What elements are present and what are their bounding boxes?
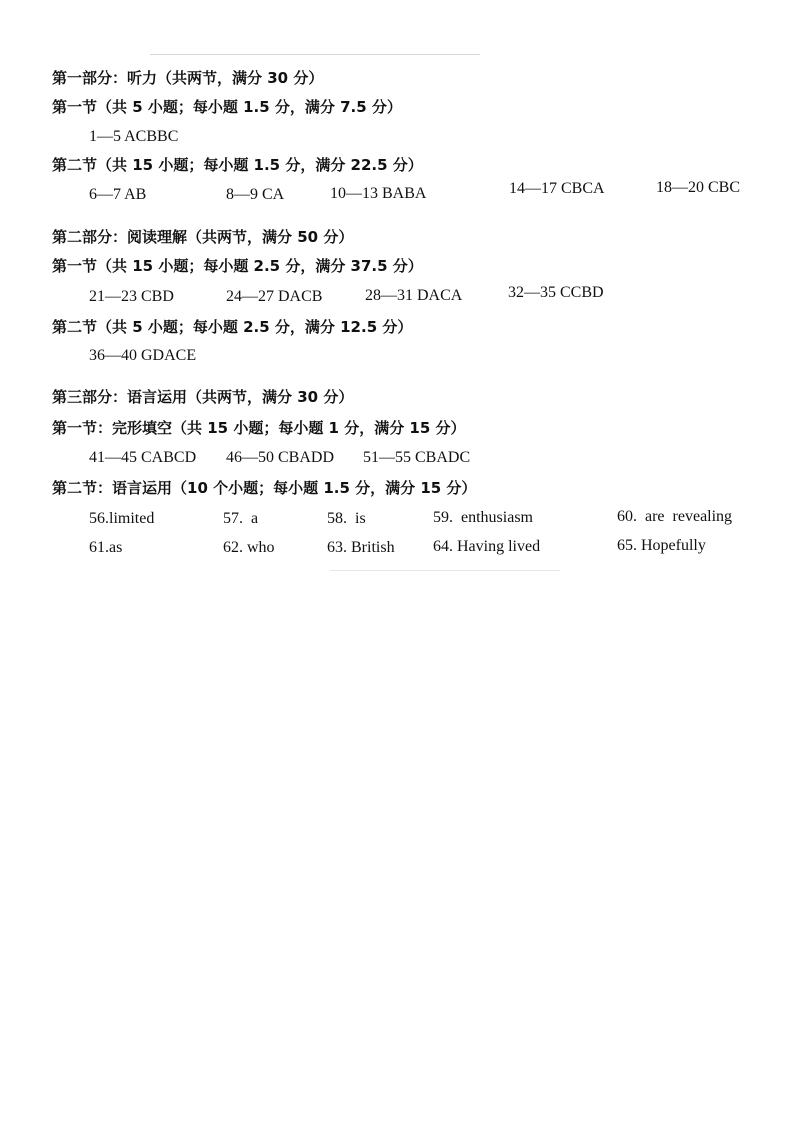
answer-24-27: 24—27 DACB [226,288,323,305]
part2-section1-title: 第一节（共 15 小题；每小题 2.5 分，满分 37.5 分） [52,257,423,275]
answer-14-17: 14—17 CBCA [509,180,605,197]
answer-21-23: 21—23 CBD [89,288,174,305]
part3-section1-title: 第一节：完形填空（共 15 小题；每小题 1 分，满分 15 分） [52,419,466,437]
answer-36-40: 36—40 GDACE [89,347,197,364]
answer-32-35: 32—35 CCBD [508,284,604,301]
answer-60: 60. are revealing [617,508,733,525]
answer-1-5: 1—5 ACBBC [89,128,179,145]
answer-28-31: 28—31 DACA [365,287,463,304]
answer-51-55: 51—55 CBADC [363,449,471,466]
answer-61: 61.as [89,539,123,556]
answer-10-13: 10—13 BABA [330,185,427,202]
part1-title: 第一部分：听力（共两节，满分 30 分） [52,69,324,87]
part1-section1-title: 第一节（共 5 小题；每小题 1.5 分，满分 7.5 分） [52,98,402,116]
answer-6-7: 6—7 AB [89,186,147,203]
answer-64: 64. Having lived [433,538,541,555]
answer-59: 59. enthusiasm [433,509,533,526]
answer-46-50: 46—50 CBADD [226,449,335,466]
scan-edge-top [150,54,480,55]
answer-57: 57. a [223,510,259,527]
answer-58: 58. is [327,510,366,527]
part2-title: 第二部分：阅读理解（共两节，满分 50 分） [52,228,354,246]
part2-section2-title: 第二节（共 5 小题；每小题 2.5 分，满分 12.5 分） [52,318,413,336]
answer-63: 63. British [327,539,395,556]
answer-41-45: 41—45 CABCD [89,449,197,466]
scan-edge-bottom [330,570,560,571]
answer-62: 62. who [223,539,275,556]
answer-65: 65. Hopefully [617,537,706,554]
part3-title: 第三部分：语言运用（共两节，满分 30 分） [52,388,354,406]
part1-section2-title: 第二节（共 15 小题；每小题 1.5 分，满分 22.5 分） [52,156,423,174]
answer-56: 56.limited [89,510,155,527]
answer-8-9: 8—9 CA [226,186,285,203]
part3-section2-title: 第二节：语言运用（10 个小题；每小题 1.5 分，满分 15 分） [52,479,477,497]
answer-18-20: 18—20 CBC [656,179,741,196]
